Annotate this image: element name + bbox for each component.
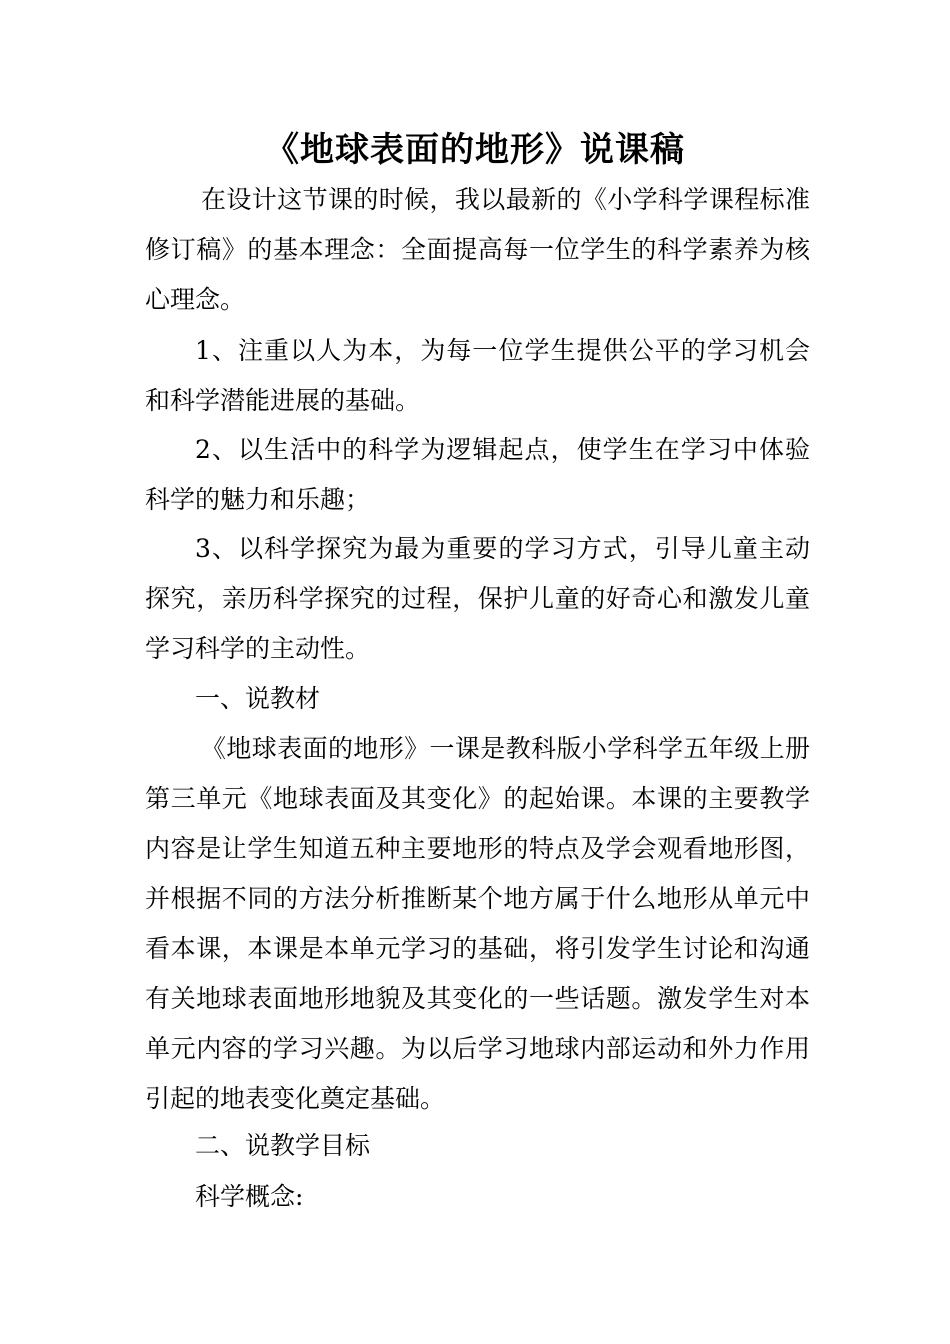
document-title: 《地球表面的地形》说课稿: [265, 130, 685, 170]
point-3-paragraph: 3、以科学探究为最为重要的学习方式，引导儿童主动探究，亲历科学探究的过程，保护儿童的好奇心和激发儿童学习科学的主动性。: [145, 534, 810, 663]
course-material-paragraph: 《地球表面的地形》一课是教科版小学科学五年级上册第三单元《地球表面及其变化》的起始课。本课的主要教学内容是让学生知道五种主要地形的特点及学会观看地形图，并根据不同的方法分析推断某个地方属于什么地形从单元中看本课，本课是本单元学习的基础，将引发学生讨论和沟通有关地球表面地形地貌及其变化的一些话题。激发学生对本单元内容的学习兴趣。为以后学习地球内部运动和外力作用引起的地表变化奠定基础。: [145, 734, 810, 1113]
science-concept-label: 科学概念:: [195, 1182, 304, 1211]
section-heading-course-material: 一、说教材: [195, 684, 321, 713]
intro-paragraph: 在设计这节课的时候，我以最新的《小学科学课程标准修订稿》的基本理念：全面提高每一位学生的科学素养为核心理念。: [145, 185, 810, 314]
point-2-paragraph: 2、以生活中的科学为逻辑起点，使学生在学习中体验科学的魅力和乐趣；: [145, 435, 810, 514]
section-heading-teaching-goals: 二、说教学目标: [195, 1131, 371, 1160]
point-1-paragraph: 1、注重以人为本，为每一位学生提供公平的学习机会和科学潜能进展的基础。: [145, 336, 810, 415]
